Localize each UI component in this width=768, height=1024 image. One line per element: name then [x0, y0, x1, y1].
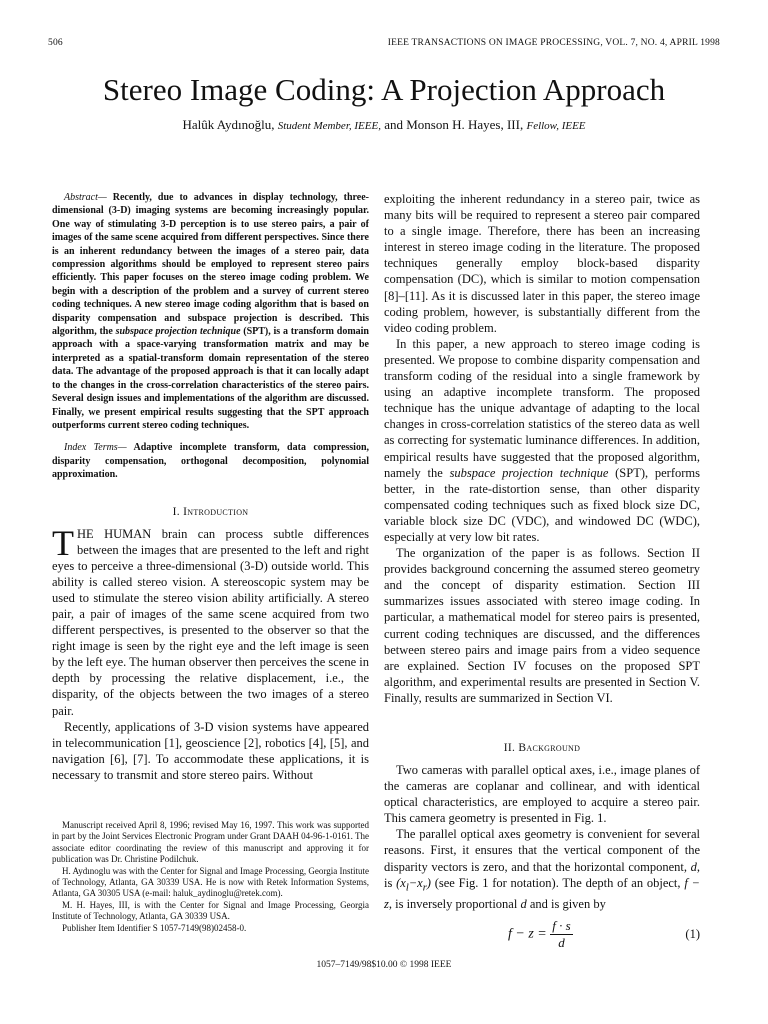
italic-term: subspace projection technique — [449, 465, 609, 480]
journal-name: IEEE TRANSACTIONS ON IMAGE PROCESSING, VOL. 7, NO. 4, APRIL 1998 — [387, 38, 720, 48]
equation-number: (1) — [685, 927, 700, 941]
author-line — [0, 116, 768, 135]
body-paragraph — [384, 826, 700, 912]
abstract-italic-term: subspace projection technique — [115, 326, 241, 338]
author-name: Monson H. Hayes, III, — [406, 117, 524, 132]
index-terms — [52, 441, 369, 481]
equation-denominator: d — [558, 935, 565, 950]
body-paragraph: The organization of the paper is as follows. Section II provides background concerning the assumed stereo geometry and the concept of disparity estimation. Section III summarizes issues associated with stereo image coding. In particular, a mathematical model for stereo pairs is presented, current coding techniques are discussed, and the differences between stereo pairs and image pairs from a video sequence are explained. Section IV focuses on the proposed SPT algorithm, and experimental results are presented in Section V. Finally, results are summarized in Section VI. — [384, 546, 700, 705]
math-expr: f − z — [384, 875, 700, 912]
copyright-line: 1057–7149/98$10.00 © 1998 IEEE — [316, 960, 452, 970]
abstract-lead: Abstract— — [64, 192, 107, 203]
footnote — [52, 820, 369, 934]
equation-body — [508, 918, 573, 951]
paragraph-text: , is inversely proportional — [388, 897, 521, 912]
body-paragraph: Recently, applications of 3-D vision systems have appeared in telecommunication [1], geoscience [2], robotics [4], [5], and navigation [6], [7]. To accommodate these applications, it is necessary to transmit and store stereo pairs. Without — [52, 719, 369, 782]
section-heading — [384, 742, 700, 754]
section-title: Background — [518, 742, 581, 754]
running-header — [48, 38, 720, 52]
math-expr — [396, 875, 431, 894]
body-paragraph — [52, 522, 370, 719]
abstract-text: Recently, due to advances in display technology, three-dimensional (3-D) imaging systems are becoming increasingly popular. One way of stimulating 3-D perception is to use stereo pairs, a pair of images of the same scene acquired from different perspectives. Since there is an inherent redundancy between the images of a stereo pair, data compression algorithms should be employed to represent stereo pairs efficiently. This paper focuses on the stereo image coding problem. We begin with a description of the problem and a survey of current stereo coding techniques. A new stereo image coding algorithm that is based on disparity compensation and subspace projection is described. This algorithm, the — [52, 192, 369, 338]
author-role: Fellow, IEEE — [526, 120, 586, 132]
paragraph-text: (see Fig. 1 for notation). The depth of an object, — [430, 875, 685, 890]
footnote-paragraph: Publisher Item Identifier S 1057-7149(98)02458-0. — [62, 922, 247, 933]
page-number: 506 — [48, 38, 63, 48]
equation-numerator: f · s — [552, 918, 571, 933]
abstract — [52, 191, 369, 432]
author-conjunction: and — [384, 117, 403, 132]
paragraph-text: (SPT), performs better, in the rate-distortion sense, than other disparity compensated coding techniques such as fixed block size DC, variable block size DC (VDC), and windowed DC (WDC), especially at very low bit rates. — [384, 465, 700, 544]
equation-1 — [384, 918, 700, 952]
section-title: Introduction — [183, 505, 249, 518]
equation-lhs: f − z = — [508, 926, 547, 942]
right-column — [384, 191, 700, 912]
author-role: Student Member, IEEE, — [277, 120, 381, 132]
paragraph-text: In this paper, a new approach to stereo image coding is presented. We propose to combine disparity compensation and transform coding of the residual into a single framework by using an adaptive incomplete transform. The proposed technique has the unique advantage of adapting to the local changes in cross-correlation statistics of the stereo data as well as correcting for systematic luminance differences. In addition, empirical results have suggested that the proposed algorithm, namely the — [384, 336, 700, 480]
math-part: (x — [396, 875, 406, 890]
footnote-paragraph: H. Aydınoglu was with the Center for Signal and Image Processing, Georgia Institute of Technology, Atlanta, GA 30339 USA. He is now with Retek Information Systems, Atlanta, GA 30305 USA (e-mail: haluk_aydinoglu@retek.com). — [52, 865, 369, 899]
equation-fraction — [550, 918, 572, 951]
footnote-paragraph: Manuscript received April 8, 1996; revised May 16, 1997. This work was supported in part by the Joint Services Electronic Program under Grant DAAH 04-96-1-0161. The associate editor coordinating the review of this manuscript and approving it for publication was Dr. Christine Podilchuk. — [52, 820, 369, 865]
footnote-paragraph: M. H. Hayes, III, is with the Center for Signal and Image Processing, Georgia Institute of Technology, Atlanta, GA 30339 USA. — [52, 899, 369, 922]
body-paragraph — [384, 336, 700, 545]
math-sub: r — [422, 882, 427, 894]
abstract-text: (SPT), is a transform domain approach with a space-varying transformation matrix and may be interpreted as a spatial-transform domain representation of the stereo data. The advantage of the proposed approach is that it can locally adapt to the changes in the cross-correlation characteristics of the stereo pairs. Several design issues and implementations of the algorithm are discussed. Finally, we present empirical results suggesting that the SPT approach outperforms current stereo coding techniques. — [52, 326, 369, 431]
body-paragraph: Two cameras with parallel optical axes, i.e., image planes of the cameras are coplanar and collinear, and with identical optical characteristics, are employed to acquire a stereo pair. This camera geometry is presented in Fig. 1. — [384, 763, 700, 826]
index-terms-lead: Index Terms— — [64, 442, 127, 454]
drop-cap: T — [52, 522, 74, 563]
left-column — [52, 191, 369, 783]
paragraph-text: and is given by — [526, 897, 606, 912]
body-paragraph: exploiting the inherent redundancy in a stereo pair, twice as many bits will be required to represent a stereo pair compared to a single image. Therefore, there has been an increasing interest in stereo image coding in the literature. The proposed techniques generally employ block-based disparity compensation (DC), which is similar to motion compensation [8]–[11]. As it is discussed later in this paper, the stereo image coding problem, however, is substantially different from the video coding problem. — [384, 192, 700, 335]
math-part: ) — [426, 875, 431, 890]
index-terms-text: Adaptive incomplete transform, data compression, disparity compensation, orthogonal decomposition, polynomial approximation. — [52, 442, 370, 481]
paragraph-text: HE HUMAN brain can process subtle differences between the images that are presented to the left and right eyes to perceive a three-dimensional (3-D) outside world. This ability is called stereo vision. A stereoscopic system may be used to stimulate the stereo vision ability artificially. A stereo pair, a pair of images of the same scene acquired from two different perspectives, is presented to the observer so that the right image is seen by the right eye and the left image is seen by the left eye. The human observer then perceives the scene in depth by processing the relative displacement, i.e., the disparity, of the objects between the two images of a stereo pair. — [52, 526, 370, 718]
section-numeral: I. — [172, 505, 184, 518]
author-name: Halûk Aydınoğlu, — [182, 117, 275, 132]
math-sub: l — [405, 882, 409, 894]
math-part: −x — [408, 875, 423, 890]
section-numeral: II. — [503, 742, 519, 754]
math-var: d — [690, 859, 697, 874]
section-heading — [52, 506, 369, 518]
paper-title: Stereo Image Coding: A Projection Approach — [102, 72, 666, 107]
paragraph-text: , is — [384, 859, 700, 890]
math-var: d — [520, 897, 527, 912]
paragraph-text: The parallel optical axes geometry is convenient for several reasons. First, it ensures that the vertical component of the disparity vectors is zero, and that the horizontal component, — [384, 827, 700, 874]
